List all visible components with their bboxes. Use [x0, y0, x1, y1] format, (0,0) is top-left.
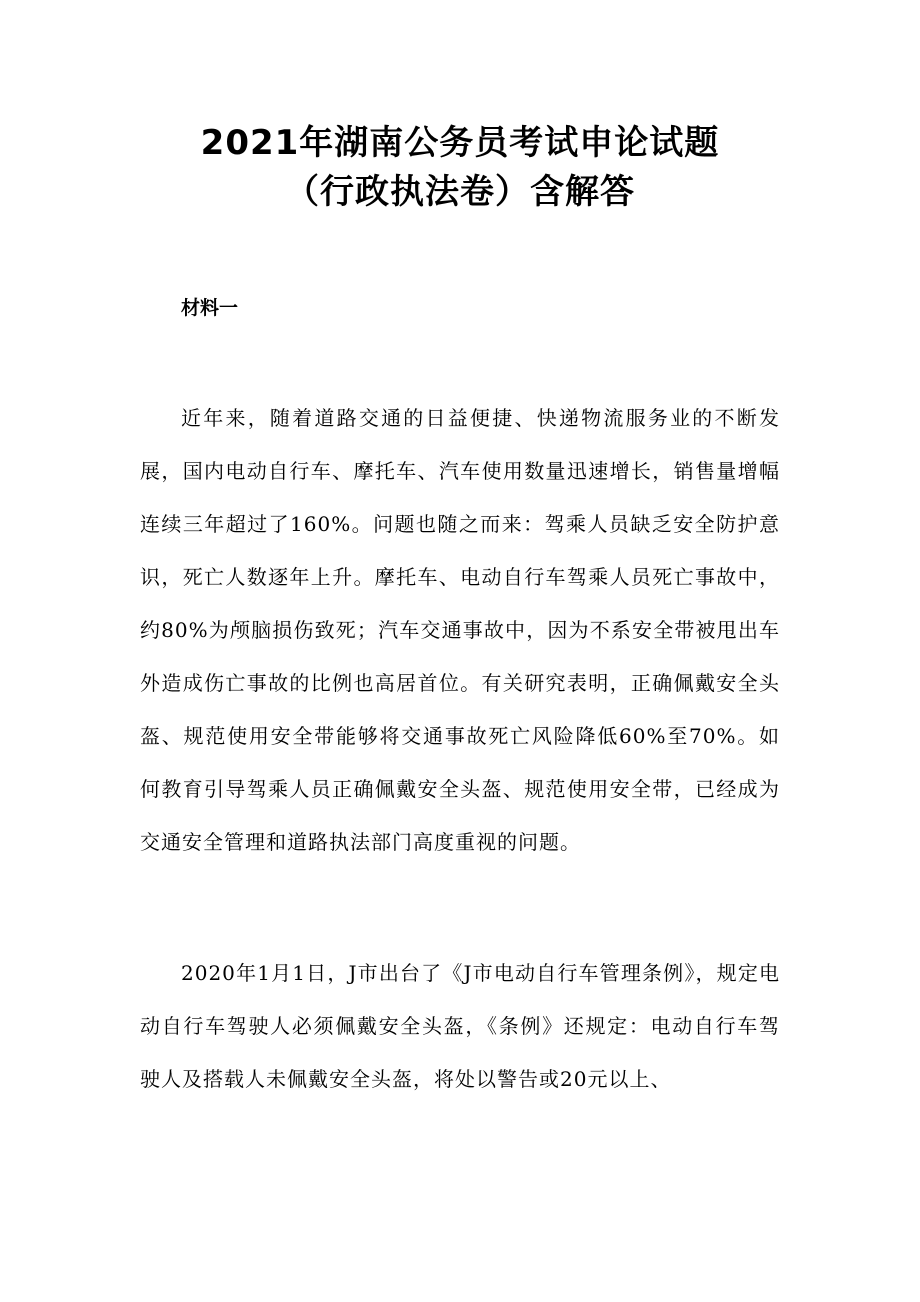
section-heading: 材料一 — [181, 297, 239, 319]
body-paragraph: 近年来，随着道路交通的日益便捷、快递物流服务业的不断发展，国内电动自行车、摩托车、汽车使用数量迅速增长，销售量增幅连续三年超过了160%。问题也随之而来：驾乘人员缺乏安全防护意识，死亡人数逐年上升。摩托车、电动自行车驾乘人员死亡事故中，约80%为颅脑损伤致死；汽车交通事故中，因为不系安全带被甩出车外造成伤亡事故的比例也高居首位。有关研究表明，正确佩戴安全头盔、规范使用安全带能够将交通事故死亡风险降低60%至70%。如何教育引导驾乘人员正确佩戴安全头盔、规范使用安全带，已经成为交通安全管理和道路执法部门高度重视的问题。 — [140, 406, 780, 854]
document-title-line2: （行政执法卷）含解答 — [285, 172, 635, 212]
document-title-line1: 2021年湖南公务员考试申论试题 — [200, 123, 720, 163]
body-paragraph: 2020年1月1日，J市出台了《J市电动自行车管理条例》，规定电动自行车驾驶人必须佩戴安全头盔，《条例》还规定：电动自行车驾驶人及搭载人未佩戴安全头盔，将处以警告或20元以上、 — [140, 961, 780, 1091]
